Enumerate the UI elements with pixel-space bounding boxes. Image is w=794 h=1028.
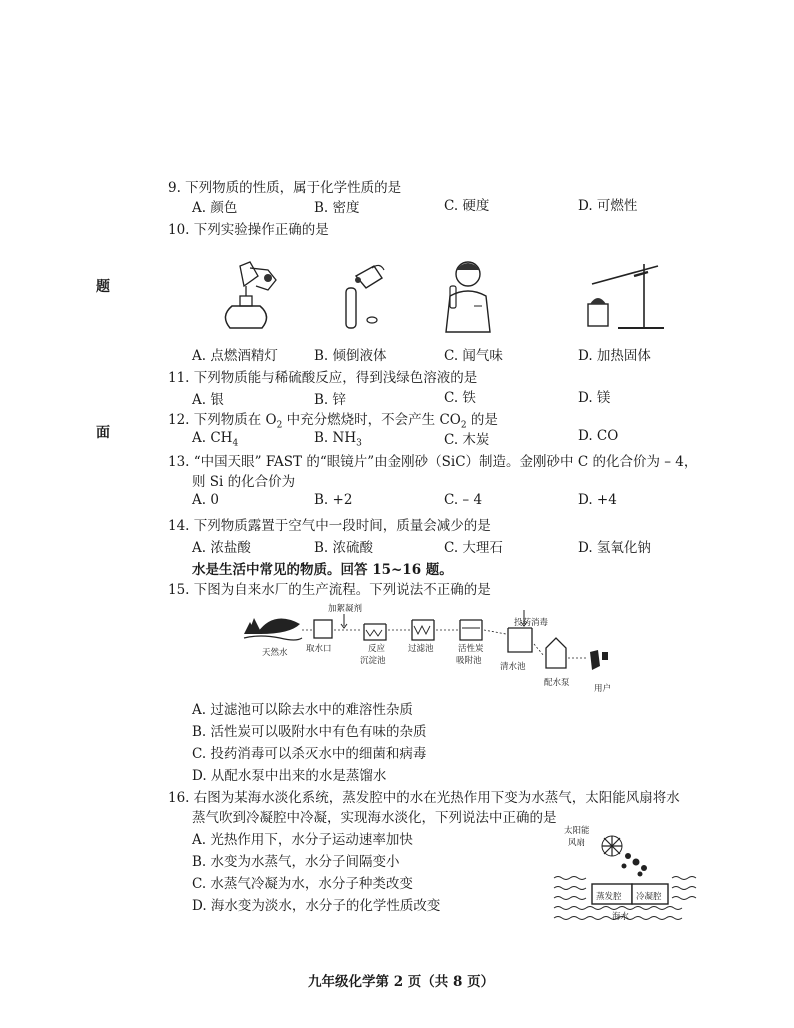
smell-gas-figure [434, 256, 504, 336]
q9-option-a: A. 颜色 [192, 200, 238, 216]
q13-stem-line2: 则 Si 的化合价为 [192, 474, 296, 490]
heat-solid-figure [572, 254, 672, 334]
alcohol-lamp-figure [210, 256, 300, 336]
q9-option-d: D. 可燃性 [578, 198, 638, 214]
q9-option-c: C. 硬度 [444, 198, 490, 214]
q14-stem: 14. 下列物质露置于空气中一段时间，质量会减少的是 [168, 518, 491, 534]
q14-option-b: B. 浓硫酸 [314, 540, 374, 556]
q14-option-d: D. 氢氧化钠 [578, 540, 651, 556]
fig-label-pump: 配水泵 [544, 678, 570, 688]
fig-label-solar: 太阳能 [564, 826, 590, 836]
q16-option-c: C. 水蒸气冷凝为水，水分子种类改变 [192, 876, 413, 892]
page-footer: 九年级化学第 2 页（共 8 页） [308, 974, 495, 990]
q15-option-c: C. 投药消毒可以杀灭水中的细菌和病毒 [192, 746, 427, 762]
q15-option-d: D. 从配水泵中出来的水是蒸馏水 [192, 768, 387, 784]
fig-label-carbon-2: 吸附池 [456, 656, 482, 666]
fig-label-user: 用户 [594, 684, 612, 694]
q9-stem: 9. 下列物质的性质，属于化学性质的是 [168, 180, 402, 196]
fig-label-reaction: 反应 [368, 644, 386, 654]
q12-stem: 12. 下列物质在 $O_2$ 中充分燃烧时，不会产生 $CO_2$ 的是 [168, 412, 498, 431]
q10-option-b: B. 倾倒液体 [314, 348, 387, 364]
fig-label-evaporator: 蒸发腔 [596, 892, 622, 902]
q15-stem: 15. 下图为自来水厂的生产流程。下列说法不正确的是 [168, 582, 491, 598]
q11-stem: 11. 下列物质能与稀硫酸反应，得到浅绿色溶液的是 [168, 370, 478, 386]
fig-label-intake: 取水口 [306, 644, 332, 654]
q12-option-d: D. CO [578, 428, 619, 444]
q10-option-a: A. 点燃酒精灯 [192, 348, 278, 364]
fig-label-carbon-1: 活性炭 [458, 644, 484, 654]
q11-option-c: C. 铁 [444, 390, 476, 406]
q16-stem-line2: 蒸气吹到冷凝腔中冷凝，实现海水淡化，下列说法中正确的是 [192, 810, 557, 826]
q10-stem: 10. 下列实验操作正确的是 [168, 222, 329, 238]
fig-label-filter: 过滤池 [408, 644, 434, 654]
q12-option-b: B. $NH_3$ [314, 430, 362, 449]
q16-stem-line1: 16. 右图为某海水淡化系统，蒸发腔中的水在光热作用下变为水蒸气，太阳能风扇将水 [168, 790, 680, 806]
q9-option-b: B. 密度 [314, 200, 360, 216]
q13-option-b: B. +2 [314, 492, 353, 508]
q14-option-c: C. 大理石 [444, 540, 503, 556]
fig-label-condenser: 冷凝腔 [636, 892, 662, 902]
q13-option-d: D. +4 [578, 492, 617, 508]
section-intro: 水是生活中常见的物质。回答 15~16 题。 [192, 562, 453, 578]
q13-stem-line1: 13. “中国天眼” FAST 的“眼镜片”由金刚砂（SiC）制造。金刚砂中 C 的化合价为 – 4， [168, 454, 698, 470]
fig-label-settling: 沉淀池 [360, 656, 386, 666]
q16-option-b: B. 水变为水蒸气，水分子间隔变小 [192, 854, 400, 870]
q16-option-a: A. 光热作用下，水分子运动速率加快 [192, 832, 413, 848]
q13-option-a: A. 0 [192, 492, 219, 508]
q15-option-a: A. 过滤池可以除去水中的难溶性杂质 [192, 702, 413, 718]
q15-option-b: B. 活性炭可以吸附水中有色有味的杂质 [192, 724, 427, 740]
fig-label-clear-pool: 清水池 [500, 662, 526, 672]
q10-option-c: C. 闻气味 [444, 348, 503, 364]
fig-label-natural-water: 天然水 [262, 648, 288, 658]
q12-option-a: A. $CH_4$ [192, 430, 239, 449]
q10-option-d: D. 加热固体 [578, 348, 651, 364]
q11-option-d: D. 镁 [578, 390, 611, 406]
q14-option-a: A. 浓盐酸 [192, 540, 251, 556]
q13-option-c: C. – 4 [444, 492, 483, 508]
side-mark-1: 题 [96, 279, 110, 295]
q12-option-c: C. 木炭 [444, 432, 490, 448]
fig-label-fan: 风扇 [568, 838, 586, 848]
fig-label-disinfect: 投药消毒 [514, 618, 549, 628]
q11-option-a: A. 银 [192, 392, 224, 408]
side-mark-2: 面 [96, 425, 110, 441]
fig-label-seawater: 海水 [612, 912, 630, 922]
q16-option-d: D. 海水变为淡水，水分子的化学性质改变 [192, 898, 441, 914]
pour-liquid-figure [322, 258, 392, 336]
fig-label-coagulant: 加絮凝剂 [328, 604, 363, 614]
q11-option-b: B. 锌 [314, 392, 347, 408]
